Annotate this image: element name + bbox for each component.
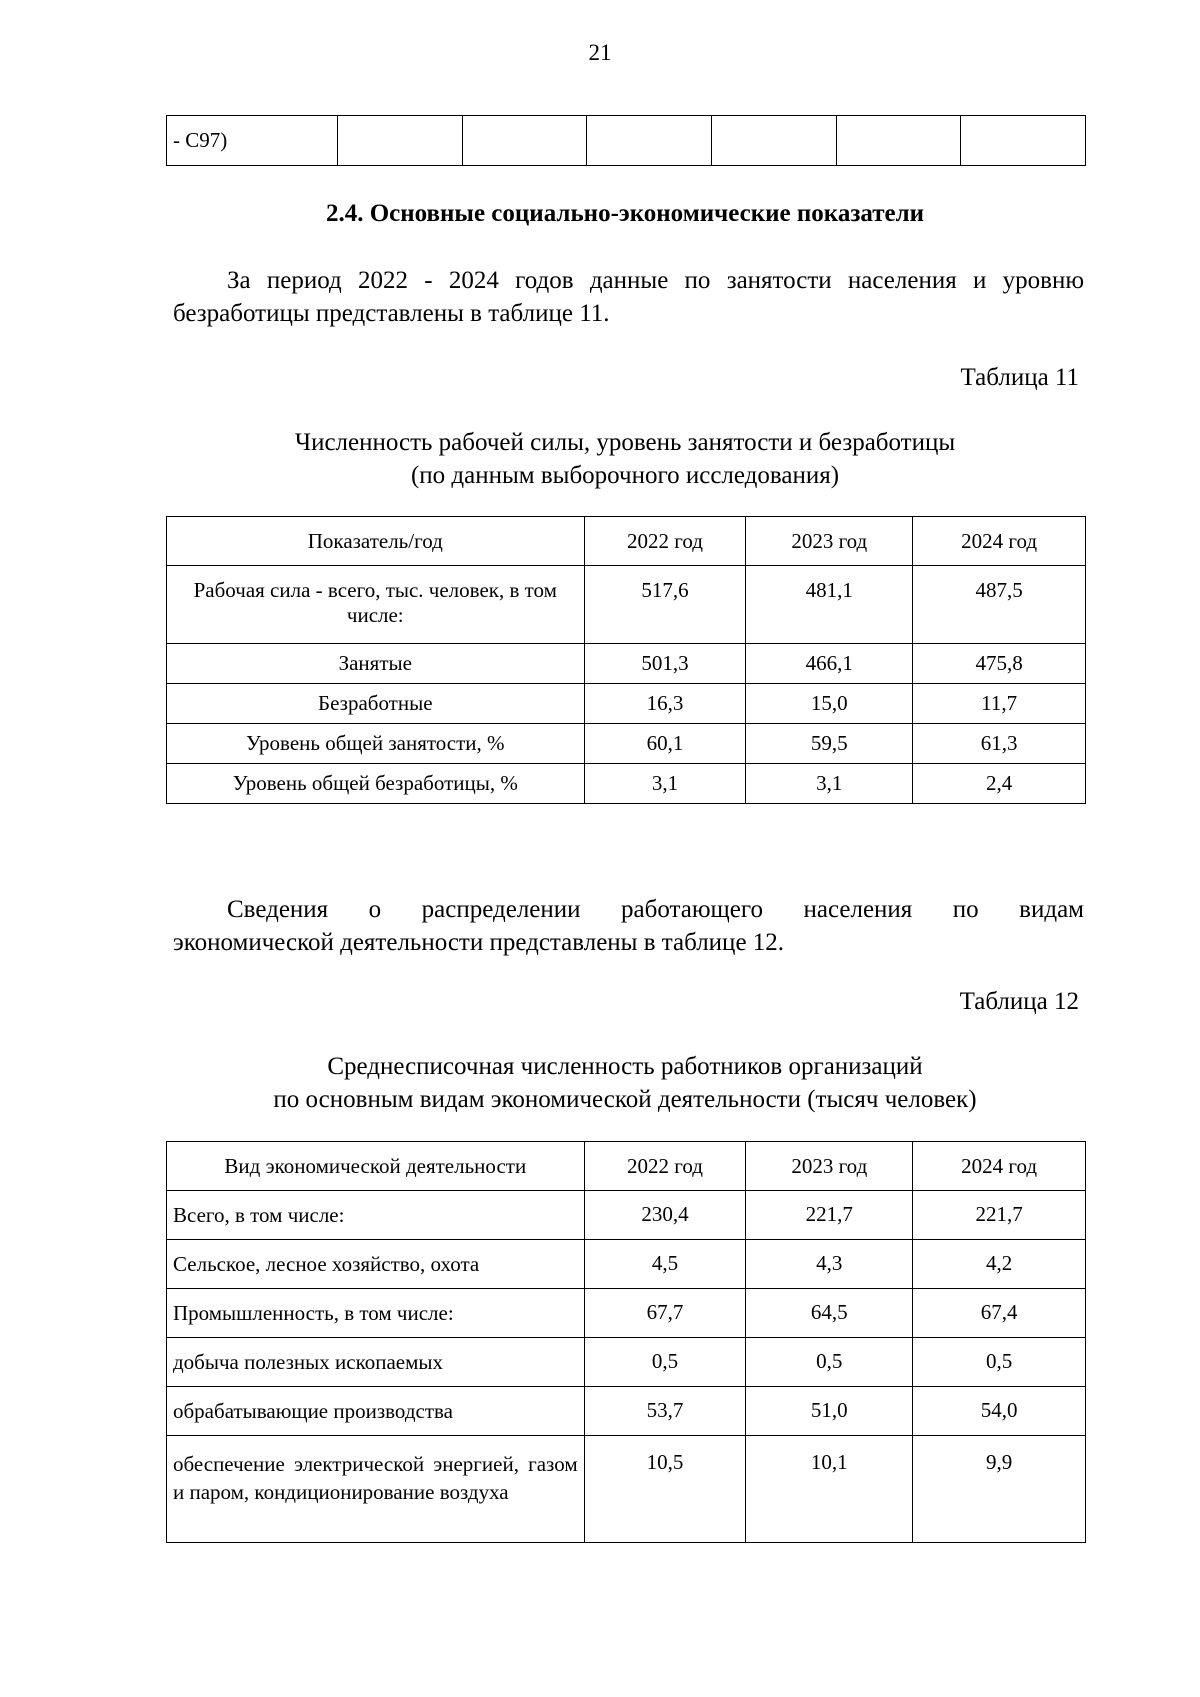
- table-cell: 221,7: [746, 1191, 913, 1240]
- section-heading: 2.4. Основные социально-экономические показатели: [325, 200, 925, 227]
- table-header-row: [167, 1142, 1086, 1191]
- page-number: 21: [588, 40, 612, 65]
- table-row: [167, 1436, 1086, 1543]
- row-label: Уровень общей занятости, %: [167, 724, 585, 764]
- row-label: Безработные: [167, 684, 585, 724]
- table-row: [167, 1289, 1086, 1338]
- table-caption: [0, 1050, 1200, 1116]
- row-label: Всего, в том числе:: [167, 1191, 585, 1240]
- table-cell: [587, 116, 712, 166]
- table-cell: [961, 116, 1086, 166]
- table-header-row: [167, 517, 1086, 566]
- table-cell: 481,1: [746, 566, 913, 644]
- row-label: Сельское, лесное хозяйство, охота: [167, 1240, 585, 1289]
- paragraph-line: За период 2022 - 2024 годов данные по занятости населения и уровню: [227, 267, 1084, 294]
- table-cell: 60,1: [584, 724, 746, 764]
- table-number: Таблица 12: [959, 988, 1079, 1015]
- column-header: 2022 год: [584, 1142, 746, 1191]
- table-row: [167, 684, 1086, 724]
- column-header: 2023 год: [746, 1142, 913, 1191]
- table-cell: [338, 116, 463, 166]
- row-label: Промышленность, в том числе:: [167, 1289, 585, 1338]
- table-cell: - С97): [167, 116, 338, 166]
- table-row: [167, 1240, 1086, 1289]
- column-header: 2023 год: [746, 517, 913, 566]
- table-cell: 67,4: [913, 1289, 1086, 1338]
- table-cell: 0,5: [746, 1338, 913, 1387]
- table-cell: 51,0: [746, 1387, 913, 1436]
- table-cell: 4,3: [746, 1240, 913, 1289]
- table-row: [167, 764, 1086, 804]
- caption-line: Среднесписочная численность работников организаций: [327, 1053, 923, 1080]
- table-cell: 0,5: [584, 1338, 746, 1387]
- table-cell: 4,5: [584, 1240, 746, 1289]
- table-cell: 59,5: [746, 724, 913, 764]
- column-header: Показатель/год: [167, 517, 585, 566]
- table-cell: 15,0: [746, 684, 913, 724]
- column-header: 2024 год: [913, 1142, 1086, 1191]
- row-label: обрабатывающие производства: [167, 1387, 585, 1436]
- caption-line: (по данным выборочного исследования): [410, 462, 840, 489]
- caption-line: Численность рабочей силы, уровень занятости и безработицы: [294, 429, 956, 456]
- table-cell: 517,6: [584, 566, 746, 644]
- table-cell: 221,7: [913, 1191, 1086, 1240]
- table-row: [167, 724, 1086, 764]
- table-cell: 10,1: [746, 1436, 913, 1543]
- table-cell: 11,7: [913, 684, 1086, 724]
- table-cell: 61,3: [913, 724, 1086, 764]
- table-row: [167, 566, 1086, 644]
- employees-by-activity-table: [166, 1141, 1086, 1543]
- table-cell: 475,8: [913, 644, 1086, 684]
- column-header: 2022 год: [584, 517, 746, 566]
- table-cell: 64,5: [746, 1289, 913, 1338]
- table-cell: 67,7: [584, 1289, 746, 1338]
- paragraph: [173, 893, 1084, 959]
- row-label: добыча полезных ископаемых: [167, 1338, 585, 1387]
- table-row: [167, 1387, 1086, 1436]
- labour-force-table: [166, 516, 1086, 804]
- table-cell: [836, 116, 961, 166]
- column-header: 2024 год: [913, 517, 1086, 566]
- paragraph-line: экономической деятельности представлены в таблице 12.: [173, 929, 785, 956]
- table-cell: 10,5: [584, 1436, 746, 1543]
- row-label: Рабочая сила - всего, тыс. человек, в том числе:: [167, 566, 585, 644]
- table-cell: 16,3: [584, 684, 746, 724]
- paragraph: [173, 264, 1084, 330]
- row-label: обеспечение электрической энергией, газом и паром, кондиционирование воздуха: [167, 1436, 585, 1543]
- table-cell: 466,1: [746, 644, 913, 684]
- table-number: Таблица 11: [960, 364, 1079, 391]
- table-row: [167, 116, 1086, 166]
- row-label: Занятые: [167, 644, 585, 684]
- table-caption: [0, 426, 1200, 492]
- table-cell: [462, 116, 587, 166]
- paragraph-line: безработицы представлены в таблице 11.: [173, 300, 610, 327]
- table-row: [167, 644, 1086, 684]
- table-row: [167, 1191, 1086, 1240]
- row-label: Уровень общей безработицы, %: [167, 764, 585, 804]
- table-cell: [711, 116, 836, 166]
- continued-table-fragment: [166, 115, 1086, 166]
- table-cell: 54,0: [913, 1387, 1086, 1436]
- table-cell: 2,4: [913, 764, 1086, 804]
- table-cell: 4,2: [913, 1240, 1086, 1289]
- table-cell: 53,7: [584, 1387, 746, 1436]
- table-row: [167, 1338, 1086, 1387]
- table-cell: 230,4: [584, 1191, 746, 1240]
- column-header: Вид экономической деятельности: [167, 1142, 585, 1191]
- table-cell: 0,5: [913, 1338, 1086, 1387]
- table-cell: 501,3: [584, 644, 746, 684]
- table-cell: 9,9: [913, 1436, 1086, 1543]
- table-cell: 3,1: [746, 764, 913, 804]
- caption-line: по основным видам экономической деятельности (тысяч человек): [273, 1086, 977, 1113]
- table-cell: 3,1: [584, 764, 746, 804]
- table-cell: 487,5: [913, 566, 1086, 644]
- paragraph-line: Сведения о распределении работающего населения по видам: [227, 896, 1084, 923]
